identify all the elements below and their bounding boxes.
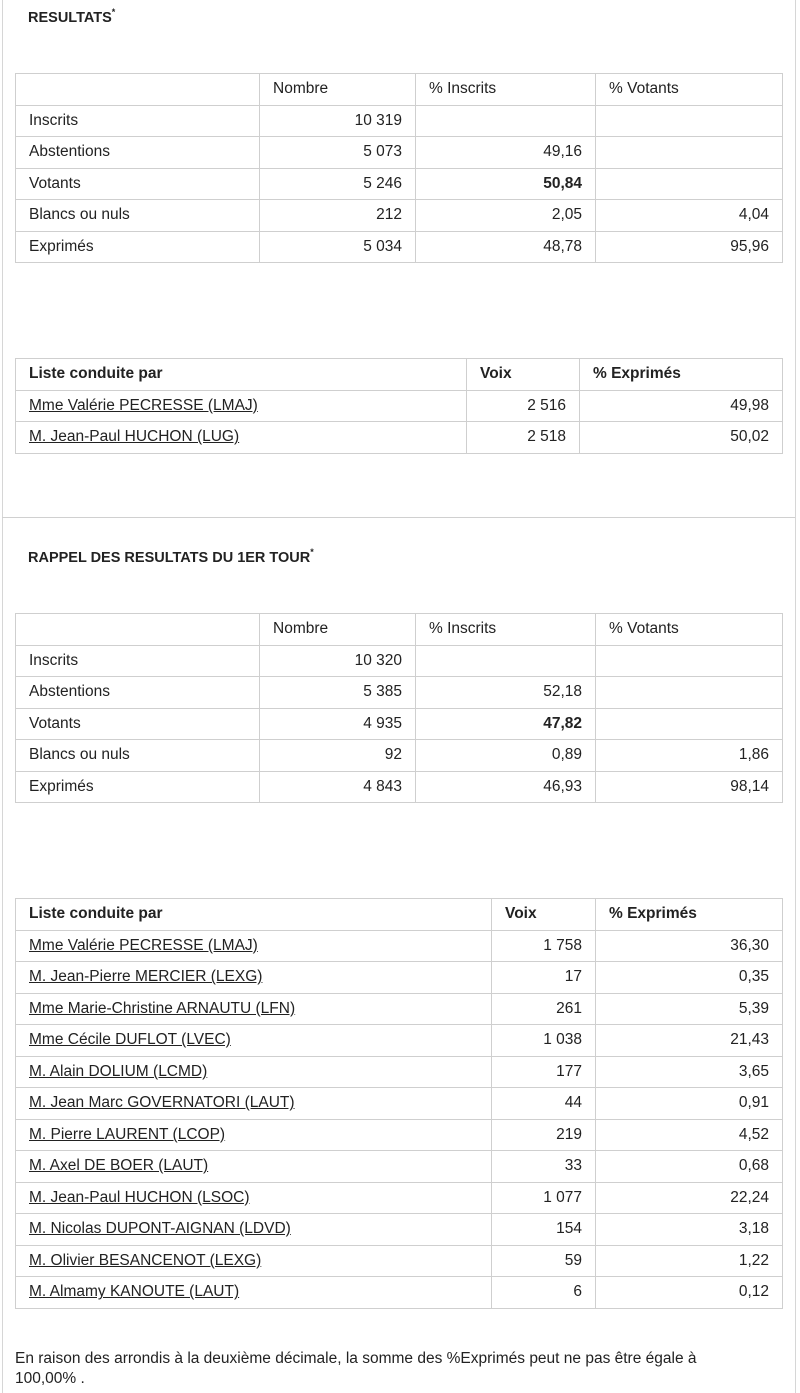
table-row: [16, 771, 783, 803]
candidate-link[interactable]: Mme Marie-Christine ARNAUTU (LFN): [29, 999, 296, 1017]
voix-cell: 154: [492, 1214, 596, 1246]
table-header-row: [16, 614, 783, 646]
table-row: [16, 645, 783, 677]
pct-inscrits-cell: 0,89: [416, 740, 596, 772]
results-title-text: RESULTATS: [28, 10, 112, 26]
pct-exprimes-cell: 21,43: [596, 1025, 783, 1057]
row-label: Abstentions: [16, 137, 260, 169]
pct-votants-cell: [596, 677, 783, 709]
candidate-link[interactable]: Mme Cécile DUFLOT (LVEC): [29, 1031, 231, 1049]
pct-votants-cell: 1,86: [596, 740, 783, 772]
pct-votants-cell: [596, 137, 783, 169]
table-row: [16, 1025, 783, 1057]
pct-votants-cell: [596, 645, 783, 677]
row-label: Abstentions: [16, 677, 260, 709]
row-label: Votants: [16, 708, 260, 740]
table-row: [16, 1088, 783, 1120]
pct-exprimes-cell: 4,52: [596, 1119, 783, 1151]
table-row: [16, 1119, 783, 1151]
nombre-cell: 92: [260, 740, 416, 772]
pct-exprimes-cell: 49,98: [580, 390, 783, 422]
pct-inscrits-cell: [416, 645, 596, 677]
table-row: [16, 677, 783, 709]
row-label: Blancs ou nuls: [16, 740, 260, 772]
pct-inscrits-cell: 50,84: [416, 168, 596, 200]
table-row: [16, 231, 783, 263]
nombre-cell: 4 935: [260, 708, 416, 740]
row-label: Exprimés: [16, 231, 260, 263]
table-row: [16, 740, 783, 772]
header-cell: [16, 614, 260, 646]
pct-votants-cell: 98,14: [596, 771, 783, 803]
pct-exprimes-cell: 5,39: [596, 993, 783, 1025]
pct-votants-cell: 4,04: [596, 200, 783, 232]
section-divider: [2, 517, 795, 518]
pct-inscrits-cell: 46,93: [416, 771, 596, 803]
table-row: [16, 1151, 783, 1183]
candidate-link[interactable]: M. Alain DOLIUM (LCMD): [29, 1062, 208, 1080]
nombre-cell: 5 385: [260, 677, 416, 709]
pct-votants-cell: [596, 708, 783, 740]
pct-exprimes-cell: 36,30: [596, 930, 783, 962]
table-row: [16, 105, 783, 137]
pct-exprimes-cell: 3,18: [596, 1214, 783, 1246]
row-label: Inscrits: [16, 105, 260, 137]
nombre-cell: 10 319: [260, 105, 416, 137]
table-row: [16, 390, 783, 422]
voix-cell: 44: [492, 1088, 596, 1120]
table-row: [16, 1214, 783, 1246]
results-title: [28, 7, 116, 26]
table-row: [16, 993, 783, 1025]
voix-cell: 1 077: [492, 1182, 596, 1214]
candidate-link[interactable]: Mme Valérie PECRESSE (LMAJ): [29, 396, 258, 414]
table-row: [16, 1277, 783, 1309]
nombre-cell: 212: [260, 200, 416, 232]
table-row: [16, 168, 783, 200]
results-title-marker: *: [111, 7, 116, 17]
pct-votants-cell: [596, 168, 783, 200]
pct-inscrits-cell: 49,16: [416, 137, 596, 169]
results-lists-table: [15, 358, 783, 454]
table-row: [16, 1056, 783, 1088]
voix-cell: 1 038: [492, 1025, 596, 1057]
voix-cell: 2 516: [467, 390, 580, 422]
row-label: Exprimés: [16, 771, 260, 803]
header-cell: % Exprimés: [580, 359, 783, 391]
candidate-link[interactable]: M. Jean Marc GOVERNATORI (LAUT): [29, 1094, 295, 1112]
results-stats-table: [15, 73, 783, 263]
pct-exprimes-cell: 0,91: [596, 1088, 783, 1120]
voix-cell: 2 518: [467, 422, 580, 454]
voix-cell: 17: [492, 962, 596, 994]
candidate-link[interactable]: M. Olivier BESANCENOT (LEXG): [29, 1251, 262, 1269]
voix-cell: 261: [492, 993, 596, 1025]
candidate-link[interactable]: M. Almamy KANOUTE (LAUT): [29, 1283, 240, 1301]
pct-exprimes-cell: 1,22: [596, 1245, 783, 1277]
candidate-link[interactable]: M. Jean-Paul HUCHON (LUG): [29, 428, 240, 446]
candidate-link[interactable]: M. Jean-Paul HUCHON (LSOC): [29, 1188, 250, 1206]
table-header-row: [16, 359, 783, 391]
table-row: [16, 962, 783, 994]
pct-inscrits-cell: 47,82: [416, 708, 596, 740]
voix-cell: 59: [492, 1245, 596, 1277]
pct-inscrits-cell: [416, 105, 596, 137]
header-cell: % Inscrits: [416, 614, 596, 646]
page-border-left: [2, 0, 3, 1393]
table-header-row: [16, 899, 783, 931]
first-round-title-text: RAPPEL DES RESULTATS DU 1ER TOUR: [28, 550, 311, 566]
table-row: [16, 422, 783, 454]
table-row: [16, 708, 783, 740]
pct-inscrits-cell: 52,18: [416, 677, 596, 709]
pct-exprimes-cell: 0,12: [596, 1277, 783, 1309]
header-cell: Liste conduite par: [16, 899, 492, 931]
first-round-lists-table: [15, 898, 783, 1309]
page-border-right: [795, 0, 796, 1393]
first-round-title: [28, 547, 314, 566]
header-cell: Voix: [467, 359, 580, 391]
header-cell: Voix: [492, 899, 596, 931]
pct-exprimes-cell: 0,68: [596, 1151, 783, 1183]
pct-exprimes-cell: 0,35: [596, 962, 783, 994]
header-cell: % Exprimés: [596, 899, 783, 931]
header-cell: % Votants: [596, 614, 783, 646]
candidate-link[interactable]: M. Pierre LAURENT (LCOP): [29, 1125, 226, 1143]
voix-cell: 219: [492, 1119, 596, 1151]
first-round-title-marker: *: [310, 547, 314, 557]
pct-inscrits-cell: 48,78: [416, 231, 596, 263]
nombre-cell: 5 034: [260, 231, 416, 263]
table-row: [16, 137, 783, 169]
header-cell: [16, 74, 260, 106]
voix-cell: 33: [492, 1151, 596, 1183]
pct-votants-cell: [596, 105, 783, 137]
row-label: Blancs ou nuls: [16, 200, 260, 232]
header-cell: % Votants: [596, 74, 783, 106]
pct-inscrits-cell: 2,05: [416, 200, 596, 232]
table-row: [16, 1182, 783, 1214]
header-cell: Nombre: [260, 74, 416, 106]
candidate-link[interactable]: Mme Valérie PECRESSE (LMAJ): [29, 936, 258, 954]
candidate-link[interactable]: M. Nicolas DUPONT-AIGNAN (LDVD): [29, 1220, 291, 1238]
table-row: [16, 1245, 783, 1277]
candidate-link[interactable]: M. Jean-Pierre MERCIER (LEXG): [29, 968, 263, 986]
table-row: [16, 930, 783, 962]
first-round-stats-table: [15, 613, 783, 803]
candidate-link[interactable]: M. Axel DE BOER (LAUT): [29, 1157, 209, 1175]
voix-cell: 6: [492, 1277, 596, 1309]
pct-exprimes-cell: 50,02: [580, 422, 783, 454]
row-label: Inscrits: [16, 645, 260, 677]
table-header-row: [16, 74, 783, 106]
pct-votants-cell: 95,96: [596, 231, 783, 263]
pct-exprimes-cell: 22,24: [596, 1182, 783, 1214]
header-cell: Nombre: [260, 614, 416, 646]
table-row: [16, 200, 783, 232]
nombre-cell: 5 073: [260, 137, 416, 169]
nombre-cell: 4 843: [260, 771, 416, 803]
pct-exprimes-cell: 3,65: [596, 1056, 783, 1088]
voix-cell: 177: [492, 1056, 596, 1088]
rounding-footnote: En raison des arrondis à la deuxième décimale, la somme des %Exprimés peut ne pas être égale à 100,00% .: [15, 1350, 697, 1387]
row-label: Votants: [16, 168, 260, 200]
header-cell: Liste conduite par: [16, 359, 467, 391]
nombre-cell: 5 246: [260, 168, 416, 200]
voix-cell: 1 758: [492, 930, 596, 962]
header-cell: % Inscrits: [416, 74, 596, 106]
nombre-cell: 10 320: [260, 645, 416, 677]
